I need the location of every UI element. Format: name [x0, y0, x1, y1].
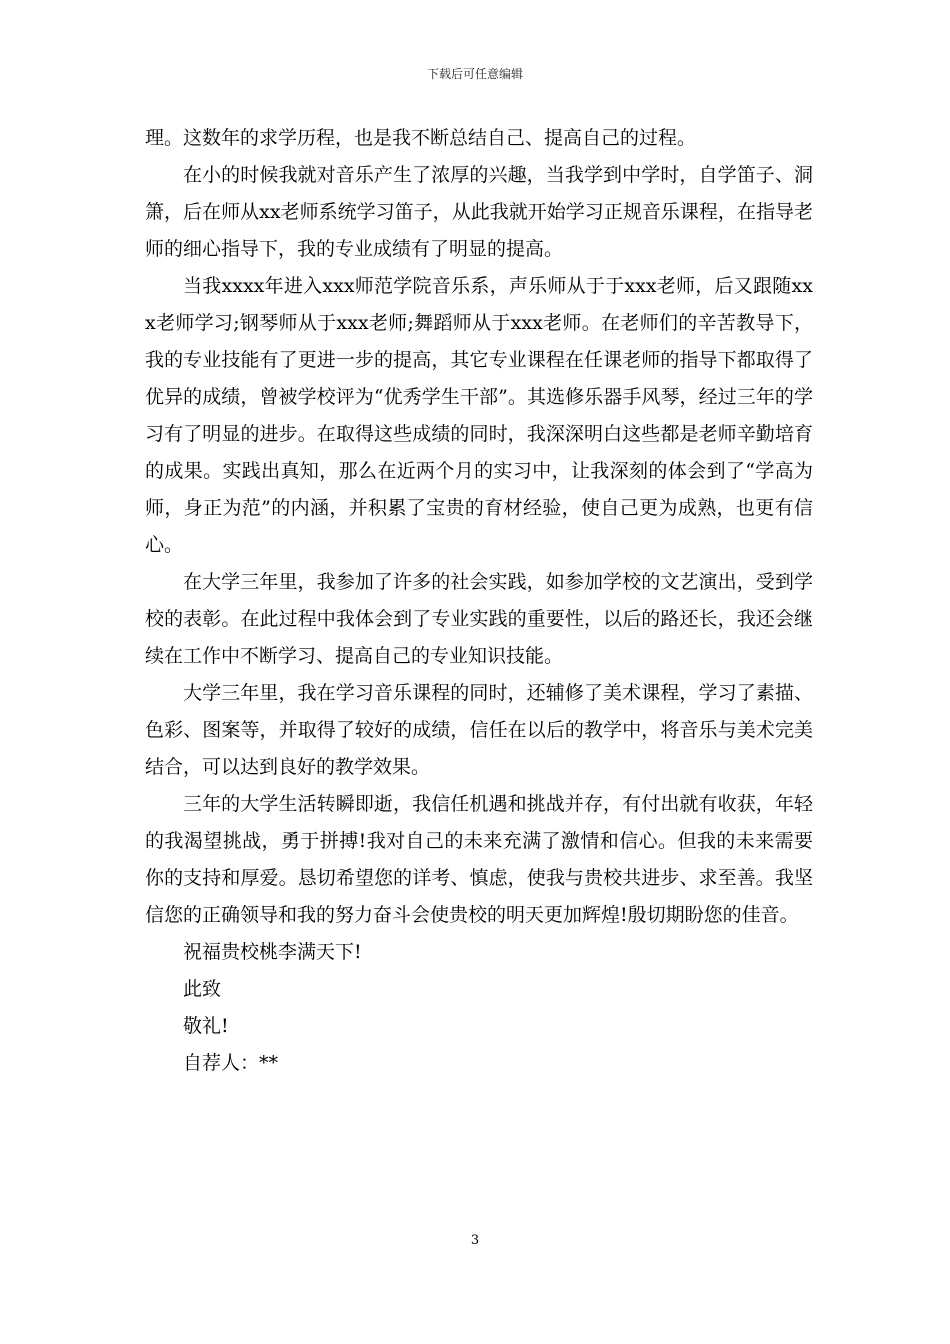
paragraph-college-study: 当我xxxx年进入xxx师范学院音乐系，声乐师从于于xxx老师，后又跟随xxx老师学习;钢琴师从于xxx老师;舞蹈师从于xxx老师。在老师们的辛苦教导下，我的专业技能有了更进一步的提高，其它专业课程在任课老师的指导下都取得了优异的成绩，曾被学校评为“优秀学生干部”。其选修乐器手风琴，经过三年的学习有了明显的进步。在取得这些成绩的同时，我深深明白这些都是老师辛勤培育的成果。实践出真知，那么在近两个月的实习中，让我深刻的体会到了“学高为师，身正为范”的内涵，并积累了宝贵的育材经验，使自己更为成熟，也更有信心。: [145, 275, 813, 556]
closing-salutation-1: 此致: [183, 978, 222, 1000]
closing-wish: 祝福贵校桃李满天下!: [183, 941, 362, 963]
paragraph-music-interest: 在小的时候我就对音乐产生了浓厚的兴趣，当我学到中学时，自学笛子、洞箫，后在师从xx老师系统学习笛子，从此我就开始学习正规音乐课程，在指导老师的细心指导下，我的专业成绩有了明显的提高。: [145, 164, 813, 260]
page-header: 下载后可任意编辑: [426, 67, 523, 81]
paragraph-art-courses: 大学三年里，我在学习音乐课程的同时，还辅修了美术课程，学习了素描、色彩、图案等，并取得了较好的成绩，信任在以后的教学中，将音乐与美术完美结合，可以达到良好的教学效果。: [145, 682, 813, 778]
letter-body: [145, 120, 813, 1082]
paragraph-continuation: 理。这数年的求学历程，也是我不断总结自己、提高自己的过程。: [145, 127, 697, 149]
closing-salutation-2: 敬礼!: [183, 1015, 229, 1037]
page-number: 3: [470, 1233, 480, 1248]
signature: 自荐人：**: [183, 1052, 279, 1074]
paragraph-conclusion: 三年的大学生活转瞬即逝，我信任机遇和挑战并存，有付出就有收获，年轻的我渴望挑战，勇于拼搏!我对自己的未来充满了激情和信心。但我的未来需要你的支持和厚爱。恳切希望您的详考、慎虑，使我与贵校共进步、求至善。我坚信您的正确领导和我的努力奋斗会使贵校的明天更加辉煌!殷切期盼您的佳音。: [145, 793, 813, 926]
paragraph-social-practice: 在大学三年里，我参加了许多的社会实践，如参加学校的文艺演出，受到学校的表彰。在此过程中我体会到了专业实践的重要性，以后的路还长，我还会继续在工作中不断学习、提高自己的专业知识技能。: [145, 571, 813, 667]
